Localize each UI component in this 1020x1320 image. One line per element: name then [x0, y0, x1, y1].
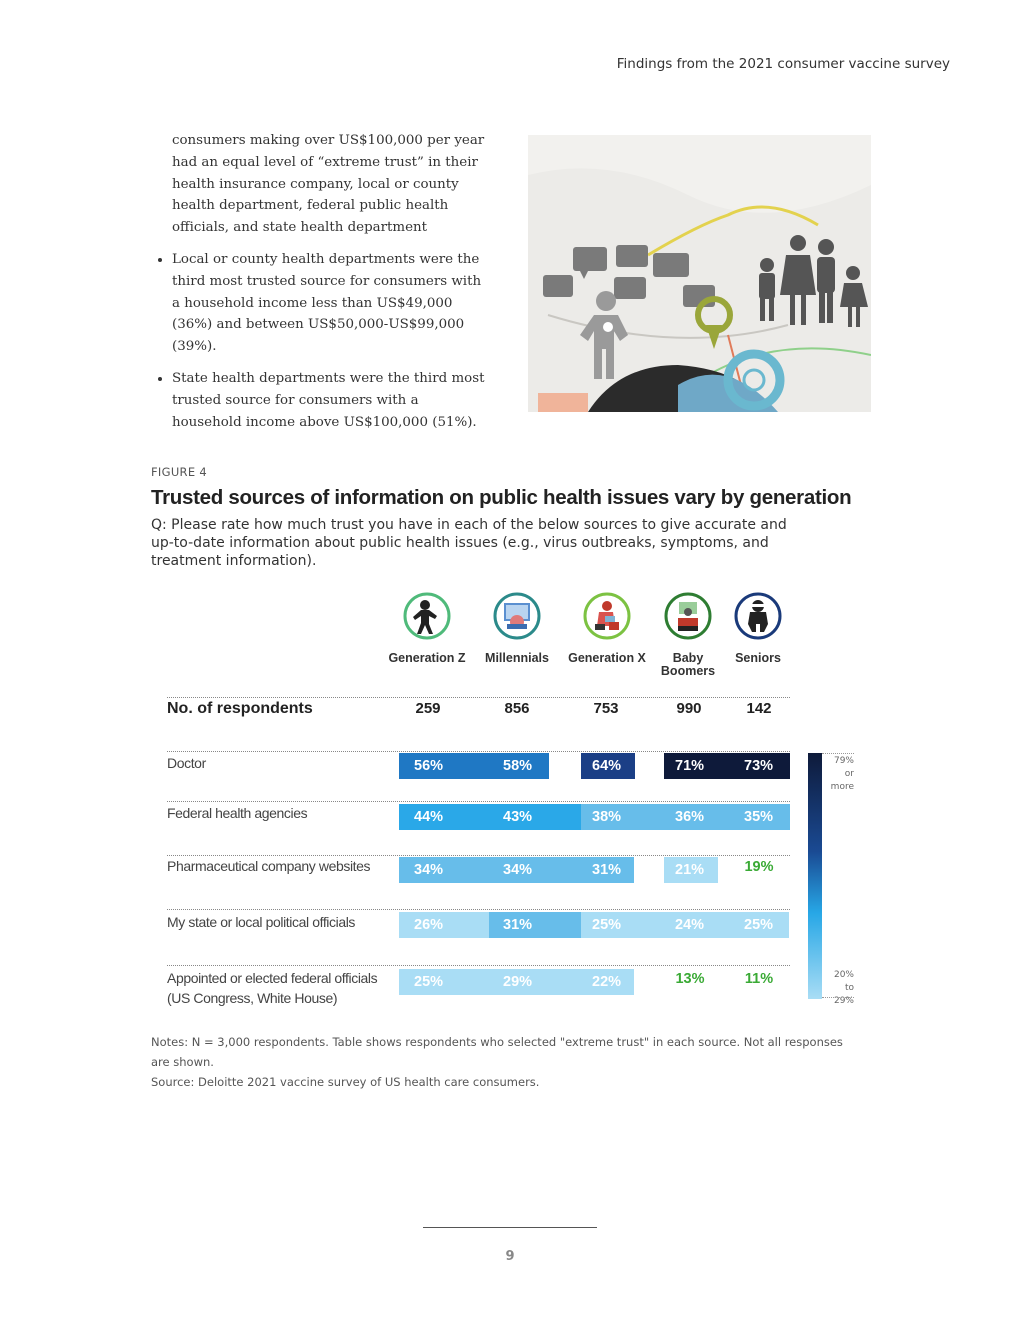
legend-top-label: 79% or more — [830, 756, 854, 792]
heatmap-cell: 73% — [718, 753, 790, 779]
heatmap-cell: 31% — [581, 857, 634, 883]
notes-text: Notes: N = 3,000 respondents. Table shows respondents who selected "extreme trust" in each source. Not all responses are shown. — [151, 1035, 843, 1069]
heatmap-cell: 22% — [581, 969, 634, 995]
bullet-list — [150, 249, 490, 433]
heatmap-cell: 25% — [399, 969, 489, 995]
generation-column-gen-x — [562, 592, 652, 665]
source-label-state-local-officials: My state or local political officials — [167, 914, 356, 930]
row-divider — [167, 751, 790, 752]
source-label-pharma-websites: Pharmaceutical company websites — [167, 858, 371, 874]
heatmap-cell: 34% — [399, 857, 489, 883]
heatmap-cell: 43% — [489, 804, 581, 830]
generation-label: Baby Boomers — [660, 651, 716, 678]
health-illustration — [528, 135, 871, 412]
heatmap-cell: 19% — [744, 859, 774, 875]
running-header: Findings from the 2021 consumer vaccine survey — [616, 56, 950, 72]
generation-column-seniors — [713, 592, 803, 665]
millennials-icon — [493, 592, 541, 640]
generation-label: Generation Z — [388, 651, 466, 665]
heatmap-cell: 31% — [489, 912, 581, 938]
heatmap-cell: 64% — [581, 753, 635, 779]
source-label-federal-officials: Appointed or elected federal officials (US Congress, White House) — [167, 970, 378, 1006]
heatmap-cell: 34% — [489, 857, 581, 883]
figure-title: Trusted sources of information on public health issues vary by generation — [151, 486, 852, 509]
row-divider — [167, 697, 790, 698]
bullet-item: • State health departments were the third most trusted source for consumers with a household income above US$100,000 (51%). — [172, 368, 490, 433]
figure-notes — [151, 1032, 861, 1092]
respondents-count: 142 — [746, 700, 772, 717]
heatmap-cell: 38% — [581, 804, 665, 830]
page-number: 9 — [505, 1249, 515, 1264]
generation-label: Seniors — [735, 651, 781, 665]
respondents-label: No. of respondents — [167, 700, 313, 717]
row-divider — [167, 801, 790, 802]
heatmap-cell: 44% — [399, 804, 489, 830]
heatmap-cell: 58% — [489, 753, 549, 779]
figure-question: Q: Please rate how much trust you have in each of the below sources to give accurate and up-to-date information about public health issues (e.g., virus outbreaks, symptoms, and treatment information). — [151, 517, 787, 569]
heatmap-cell: 71% — [664, 753, 718, 779]
row-divider — [167, 909, 790, 910]
figure-label: FIGURE 4 — [151, 465, 207, 479]
heatmap-cell: 25% — [719, 912, 789, 938]
body-text — [150, 130, 490, 443]
heatmap-cell: 26% — [399, 912, 489, 938]
heatmap-cell: 21% — [664, 857, 718, 883]
heatmap-cell: 29% — [489, 969, 581, 995]
gen-z-icon — [403, 592, 451, 640]
generation-label: Generation X — [568, 651, 646, 665]
respondents-count: 259 — [415, 700, 441, 717]
generation-column-gen-z — [382, 592, 472, 665]
heatmap-cell: 25% — [581, 912, 665, 938]
source-label-doctor: Doctor — [167, 755, 206, 771]
respondents-count: 856 — [504, 700, 530, 717]
generation-column-millennials — [472, 592, 562, 665]
seniors-icon — [734, 592, 782, 640]
heatmap-cell: 13% — [675, 971, 705, 987]
color-scale-legend — [808, 753, 822, 999]
footer-rule — [423, 1227, 597, 1228]
baby-boomers-icon — [664, 592, 712, 640]
gen-x-icon — [583, 592, 631, 640]
respondents-count: 990 — [676, 700, 702, 717]
heatmap-cell: 36% — [665, 804, 719, 830]
heatmap-cell: 35% — [719, 804, 790, 830]
legend-tick — [822, 753, 854, 754]
legend-bottom-label: 20% to 29% — [833, 970, 854, 1006]
generation-label: Millennials — [485, 651, 549, 665]
respondents-count: 753 — [593, 700, 619, 717]
source-label-federal-agencies: Federal health agencies — [167, 805, 308, 821]
continued-paragraph: consumers making over US$100,000 per year had an equal level of “extreme trust” in their health insurance company, local or county health department, federal public health officials, and state health department — [172, 133, 485, 236]
source-text: Source: Deloitte 2021 vaccine survey of US health care consumers. — [151, 1075, 540, 1089]
heatmap-cell: 11% — [744, 971, 774, 987]
legend-tick — [822, 997, 854, 998]
heatmap-cell: 24% — [665, 912, 719, 938]
bullet-item: • Local or county health departments were the third most trusted source for consumers with a household income less than US$49,000 (36%) and between US$50,000-US$99,000 (39%). — [172, 249, 490, 358]
heatmap-cell: 56% — [399, 753, 489, 779]
